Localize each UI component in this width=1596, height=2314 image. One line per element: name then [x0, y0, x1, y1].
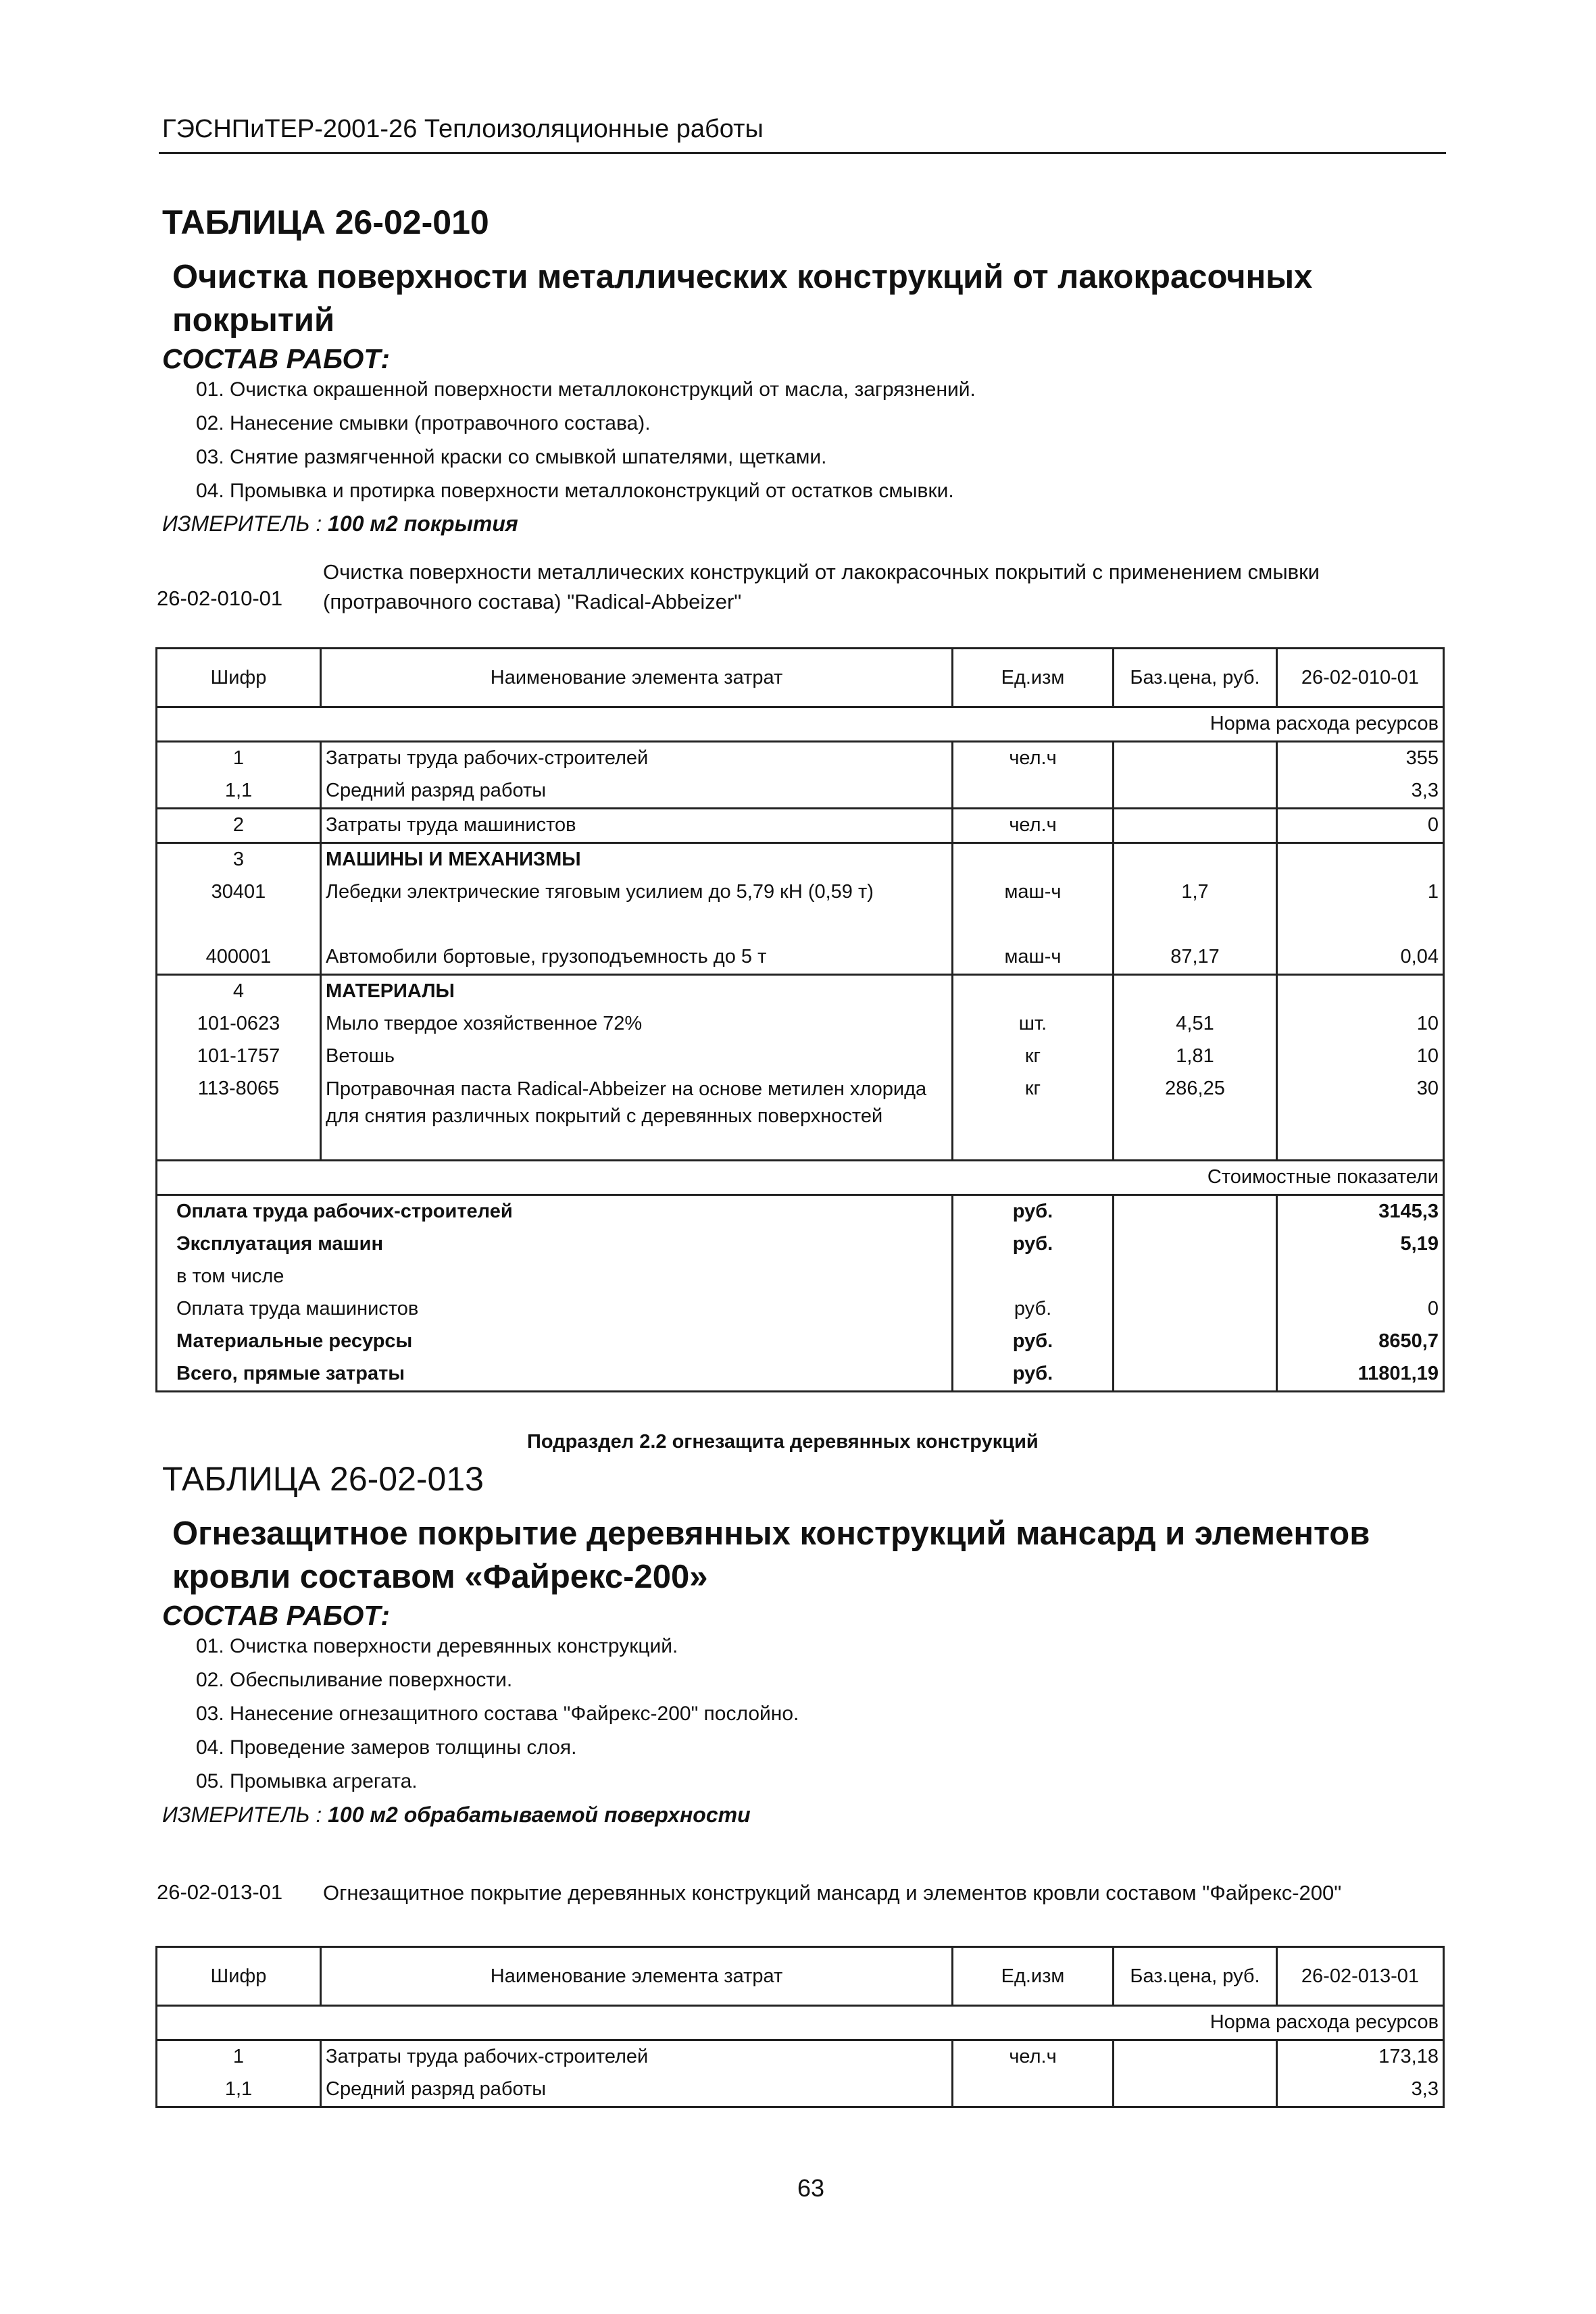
norm-description-1: Очистка поверхности металлических конструкций от лакокрасочных покрытий с применением смывки (протравочного состава) "Radical-Abbeizer" — [323, 560, 1320, 613]
band-cost: Стоимостные показатели — [157, 1161, 1444, 1195]
cell-price: 87,17 — [1114, 941, 1277, 975]
section-title-1: Очистка поверхности металлических конструкций от лакокрасочных покрытий — [172, 259, 1313, 338]
total-value: 0 — [1277, 1293, 1444, 1326]
total-label: Всего, прямые затраты — [157, 1358, 953, 1392]
cell-value: 30 — [1277, 1073, 1444, 1161]
total-value: 11801,19 — [1277, 1358, 1444, 1392]
cell-unit: маш-ч — [953, 876, 1114, 941]
column-header: Шифр — [157, 1947, 321, 2006]
total-row — [157, 1326, 1444, 1358]
cell-name: Затраты труда машинистов — [321, 809, 953, 843]
table-row — [157, 876, 1444, 941]
total-price — [1114, 1261, 1277, 1293]
work-item: 03. Снятие размягченной краски со смывкой шпателями, щетками. — [196, 446, 827, 468]
cell-unit — [953, 843, 1114, 877]
measure-line-1 — [162, 511, 518, 536]
measure-value: 100 м2 покрытия — [328, 511, 518, 536]
total-label: Оплата труда машинистов — [157, 1293, 953, 1326]
cell-unit — [953, 975, 1114, 1009]
composition-label-2: СОСТАВ РАБОТ: — [162, 1600, 391, 1631]
total-value: 5,19 — [1277, 1228, 1444, 1261]
total-value: 8650,7 — [1277, 1326, 1444, 1358]
total-unit: руб. — [953, 1195, 1114, 1229]
cell-unit: кг — [953, 1040, 1114, 1073]
cell-value: 355 — [1277, 742, 1444, 776]
total-label: Эксплуатация машин — [157, 1228, 953, 1261]
table-title-26-02-010: ТАБЛИЦА 26-02-010 — [162, 203, 489, 241]
band-norm: Норма расхода ресурсов — [157, 2006, 1444, 2040]
column-header: Баз.цена, руб. — [1114, 1947, 1277, 2006]
band-row — [157, 707, 1444, 742]
cell-price: 1,81 — [1114, 1040, 1277, 1073]
cell-price — [1114, 809, 1277, 843]
cell-code: 101-1757 — [157, 1040, 321, 1073]
table-title-26-02-013: ТАБЛИЦА 26-02-013 — [162, 1460, 484, 1498]
table-row — [157, 941, 1444, 975]
table-row — [157, 775, 1444, 809]
cell-value: 0,04 — [1277, 941, 1444, 975]
column-header: Шифр — [157, 649, 321, 707]
total-row — [157, 1228, 1444, 1261]
column-header: Ед.изм — [953, 1947, 1114, 2006]
norm-description-2: Огнезащитное покрытие деревянных конструкций мансард и элементов кровли составом "Файрекс-200" — [323, 1881, 1342, 1905]
measure-label: ИЗМЕРИТЕЛЬ : — [162, 511, 322, 536]
cell-unit — [953, 2073, 1114, 2107]
work-item: 01. Очистка окрашенной поверхности металлоконструкций от масла, загрязнений. — [196, 378, 976, 401]
band-row — [157, 1161, 1444, 1195]
norm-code-1: 26-02-010-01 — [157, 586, 283, 610]
cell-name: Средний разряд работы — [321, 775, 953, 809]
total-unit: руб. — [953, 1293, 1114, 1326]
cell-name: Автомобили бортовые, грузоподъемность до 5 т — [321, 941, 953, 975]
cell-name: Мыло твердое хозяйственное 72% — [321, 1008, 953, 1040]
cell-price — [1114, 2073, 1277, 2107]
table-row — [157, 1040, 1444, 1073]
cell-price: 4,51 — [1114, 1008, 1277, 1040]
measure-value: 100 м2 обрабатываемой поверхности — [328, 1803, 751, 1827]
cell-code: 1,1 — [157, 2073, 321, 2107]
total-label: Оплата труда рабочих-строителей — [157, 1195, 953, 1229]
total-row — [157, 1358, 1444, 1392]
header-divider — [159, 152, 1446, 154]
cell-value: 173,18 — [1277, 2040, 1444, 2074]
subsection-heading: Подраздел 2.2 огнезащита деревянных конструкций — [527, 1431, 1039, 1453]
column-header: 26-02-013-01 — [1277, 1947, 1444, 2006]
running-header: ГЭСНПиТЕР-2001-26 Теплоизоляционные работы — [162, 115, 764, 143]
total-unit — [953, 1261, 1114, 1293]
cell-price: 286,25 — [1114, 1073, 1277, 1161]
cell-name: Затраты труда рабочих-строителей — [321, 2040, 953, 2074]
cell-code: 30401 — [157, 876, 321, 941]
work-item: 01. Очистка поверхности деревянных конструкций. — [196, 1635, 678, 1657]
measure-line-2 — [162, 1803, 751, 1828]
composition-label-1: СОСТАВ РАБОТ: — [162, 343, 391, 374]
cell-name: Ветошь — [321, 1040, 953, 1073]
column-header: Баз.цена, руб. — [1114, 649, 1277, 707]
cell-value: 3,3 — [1277, 2073, 1444, 2107]
cell-code: 1 — [157, 2040, 321, 2074]
table-row — [157, 975, 1444, 1009]
work-item: 03. Нанесение огнезащитного состава "Файрекс-200" послойно. — [196, 1703, 799, 1725]
cell-code: 1,1 — [157, 775, 321, 809]
section-title-2: Огнезащитное покрытие деревянных конструкций мансард и элементов кровли составом «Файрекс-200» — [172, 1515, 1370, 1595]
page-number: 63 — [797, 2174, 825, 2202]
table-row — [157, 809, 1444, 843]
work-item: 02. Нанесение смывки (протравочного состава). — [196, 412, 651, 434]
cell-code: 4 — [157, 975, 321, 1009]
cell-name: Затраты труда рабочих-строителей — [321, 742, 953, 776]
cell-name: Лебедки электрические тяговым усилием до 5,79 кН (0,59 т) — [321, 876, 953, 941]
resource-table-1 — [155, 647, 1445, 1392]
work-item: 02. Обеспыливание поверхности. — [196, 1669, 513, 1691]
cell-code: 400001 — [157, 941, 321, 975]
total-label: в том числе — [157, 1261, 953, 1293]
cell-value — [1277, 843, 1444, 877]
work-item: 05. Промывка агрегата. — [196, 1770, 418, 1792]
total-price — [1114, 1326, 1277, 1358]
cell-code: 113-8065 — [157, 1073, 321, 1161]
cell-price — [1114, 742, 1277, 776]
table-row — [157, 1073, 1444, 1161]
cell-price — [1114, 843, 1277, 877]
total-row — [157, 1261, 1444, 1293]
total-price — [1114, 1293, 1277, 1326]
work-item: 04. Промывка и протирка поверхности металлоконструкций от остатков смывки. — [196, 480, 954, 502]
cell-name: Протравочная паста Radical-Abbeizer на основе метилен хлорида для снятия различных покрытий с деревянных поверхностей — [321, 1073, 953, 1161]
table-row — [157, 843, 1444, 877]
column-header: 26-02-010-01 — [1277, 649, 1444, 707]
total-row — [157, 1293, 1444, 1326]
total-unit: руб. — [953, 1358, 1114, 1392]
cell-price — [1114, 975, 1277, 1009]
band-norm: Норма расхода ресурсов — [157, 707, 1444, 742]
resource-table-2 — [155, 1946, 1445, 2108]
cell-unit: чел.ч — [953, 742, 1114, 776]
cell-code: 101-0623 — [157, 1008, 321, 1040]
total-price — [1114, 1228, 1277, 1261]
cell-unit: маш-ч — [953, 941, 1114, 975]
total-label: Материальные ресурсы — [157, 1326, 953, 1358]
work-item: 04. Проведение замеров толщины слоя. — [196, 1736, 577, 1759]
cell-value: 10 — [1277, 1008, 1444, 1040]
cell-unit: шт. — [953, 1008, 1114, 1040]
cell-unit: чел.ч — [953, 809, 1114, 843]
column-header: Наименование элемента затрат — [321, 1947, 953, 2006]
cell-price: 1,7 — [1114, 876, 1277, 941]
measure-label: ИЗМЕРИТЕЛЬ : — [162, 1803, 322, 1827]
total-value — [1277, 1261, 1444, 1293]
column-header: Ед.изм — [953, 649, 1114, 707]
cell-value: 10 — [1277, 1040, 1444, 1073]
total-price — [1114, 1195, 1277, 1229]
cell-price — [1114, 2040, 1277, 2074]
table-row — [157, 1008, 1444, 1040]
table-header-row — [157, 649, 1444, 707]
cell-value — [1277, 975, 1444, 1009]
cell-name: МАТЕРИАЛЫ — [321, 975, 953, 1009]
cell-unit — [953, 775, 1114, 809]
table-header-row — [157, 1947, 1444, 2006]
cell-code: 3 — [157, 843, 321, 877]
cell-unit: чел.ч — [953, 2040, 1114, 2074]
table-row — [157, 2040, 1444, 2074]
cell-price — [1114, 775, 1277, 809]
cell-name: МАШИНЫ И МЕХАНИЗМЫ — [321, 843, 953, 877]
cell-code: 2 — [157, 809, 321, 843]
total-price — [1114, 1358, 1277, 1392]
cell-code: 1 — [157, 742, 321, 776]
column-header: Наименование элемента затрат — [321, 649, 953, 707]
band-row — [157, 2006, 1444, 2040]
cell-name: Средний разряд работы — [321, 2073, 953, 2107]
total-value: 3145,3 — [1277, 1195, 1444, 1229]
norm-code-2: 26-02-013-01 — [157, 1880, 283, 1904]
total-unit: руб. — [953, 1326, 1114, 1358]
cell-value: 0 — [1277, 809, 1444, 843]
cell-value: 1 — [1277, 876, 1444, 941]
table-row — [157, 742, 1444, 776]
total-row — [157, 1195, 1444, 1229]
cell-unit: кг — [953, 1073, 1114, 1161]
cell-value: 3,3 — [1277, 775, 1444, 809]
table-row — [157, 2073, 1444, 2107]
total-unit: руб. — [953, 1228, 1114, 1261]
